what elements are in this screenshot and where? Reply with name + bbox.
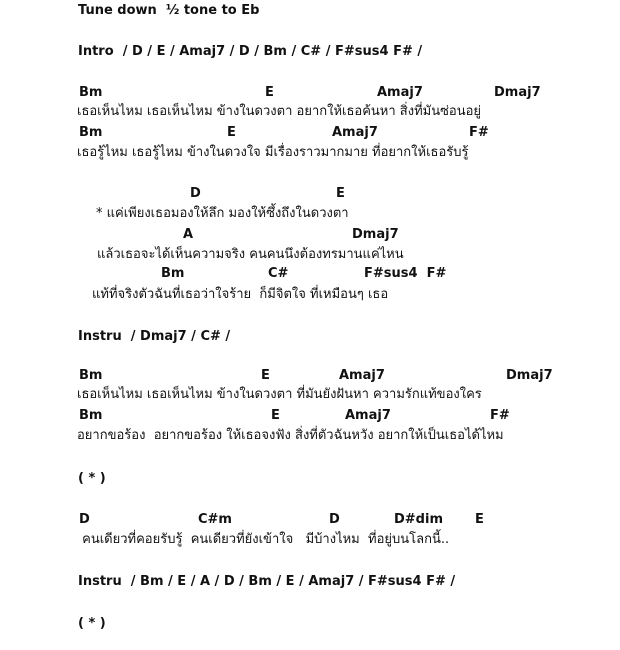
chord: Bm [161,266,185,281]
chord: Amaj7 [377,85,423,100]
chord: Bm [79,408,103,423]
chord: E [475,512,484,527]
lyric-line: เธอเห็นไหม เธอเห็นไหม ข้างในดวงตา ที่มันยังฝันหา ความรักแท้ของใคร [77,387,482,402]
chord: D [190,186,201,201]
chord: Dmaj7 [352,227,399,242]
chord-line [0,125,620,141]
instrumental-1: Instru / Dmaj7 / C# / [78,329,231,344]
lyric-line: คนเดียวที่คอยรับรู้ คนเดียวที่ยังเข้าใจ มีบ้างไหม ที่อยู่บนโลกนี้.. [78,532,450,547]
chord-line [0,186,620,202]
lyric-line: แล้วเธอจะได้เห็นความจริง คนคนนึงต้องทรมานแค่ไหน [97,247,404,262]
chord: E [336,186,345,201]
chord: C# [268,266,289,281]
lyric-line: เธอเห็นไหม เธอเห็นไหม ข้างในดวงตา อยากให้เธอค้นหา สิ่งที่มันซ่อนอยู่ [77,104,482,119]
lyric-line: เธอรู้ไหม เธอรู้ไหม ข้างในดวงใจ มีเรื่องราวมากมาย ที่อยากให้เธอรับรู้ [77,145,469,160]
chord: Bm [79,368,103,383]
chord: F# [490,408,510,423]
chord: E [271,408,280,423]
chord: Amaj7 [339,368,385,383]
chord-line [0,85,620,101]
chord-line [0,227,620,243]
chord: Amaj7 [345,408,391,423]
chord: Dmaj7 [494,85,541,100]
intro-chords: Intro / D / E / Amaj7 / D / Bm / C# / F#sus4 F# / [78,44,423,59]
lyric-line: * แค่เพียงเธอมองให้ลึก มองให้ซึ้งถึงในดวงตา [96,206,349,221]
chord: F# [469,125,489,140]
chord-line [0,408,620,424]
lyric-line: แท้ที่จริงตัวฉันที่เธอว่าใจร้าย ก็มีจิตใจ ที่เหมือนๆ เธอ [92,287,389,302]
repeat-chorus-marker: ( * ) [78,616,106,631]
chord: Dmaj7 [506,368,553,383]
chord: C#m [198,512,232,527]
instrumental-2: Instru / Bm / E / A / D / Bm / E / Amaj7 / F#sus4 F# / [78,574,456,589]
chord: A [183,227,194,242]
tuning-note: Tune down ½ tone to Eb [78,3,260,18]
chord-line [0,512,620,528]
chord-line [0,368,620,384]
chord: D [79,512,90,527]
chord: Bm [79,125,103,140]
lyric-line: อยากขอร้อง อยากขอร้อง ให้เธอจงฟัง สิ่งที่ตัวฉันหวัง อยากให้เป็นเธอได้ไหม [77,428,504,443]
chord: F#sus4 F# [364,266,447,281]
chord: D [329,512,340,527]
repeat-chorus-marker: ( * ) [78,471,106,486]
chord-line [0,266,620,282]
chord: E [265,85,274,100]
chord: E [261,368,270,383]
chord: Bm [79,85,103,100]
chord: Amaj7 [332,125,378,140]
chord: D#dim [394,512,443,527]
chord: E [227,125,236,140]
